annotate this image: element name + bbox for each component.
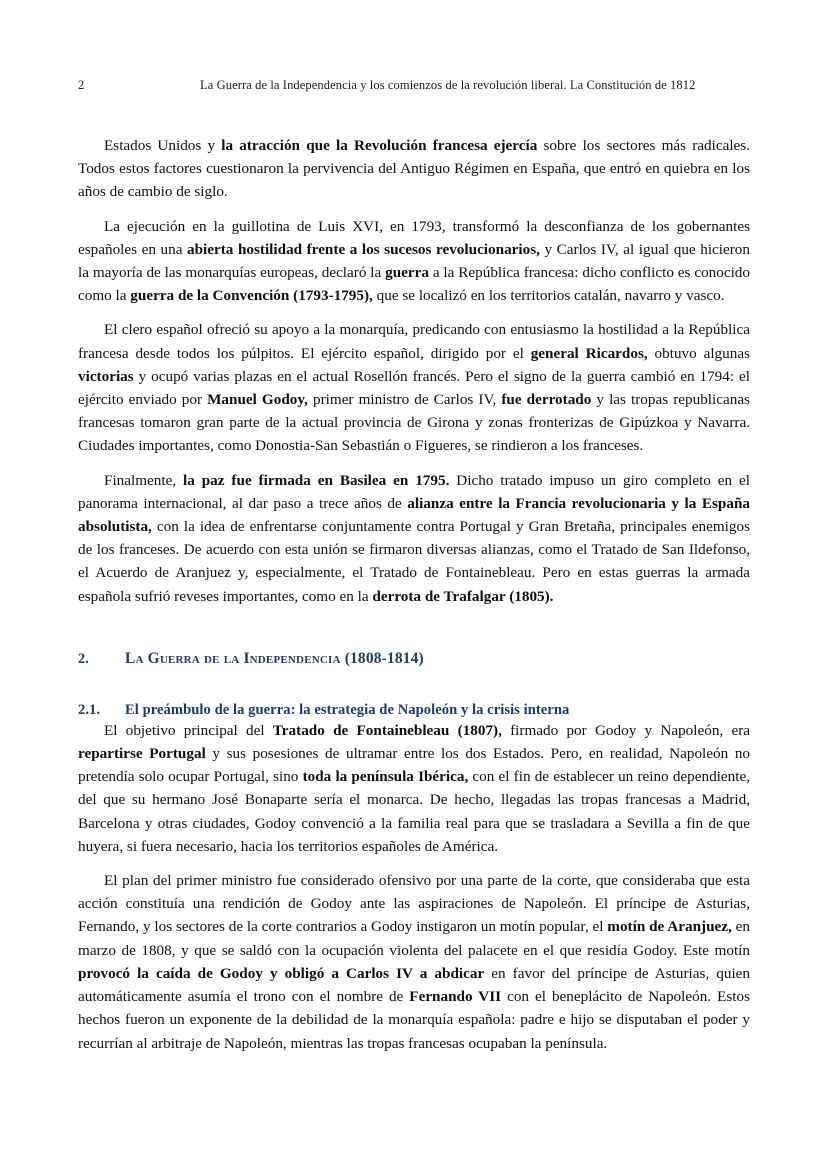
p1-text-1: Estados Unidos y [104,137,222,154]
p2-text-2: y Carlos IV, al igual que hicieron la mayoría de las monarquías europeas, declaró la [78,240,750,282]
p6-text-3: en favor del príncipe de Asturias, quien automáticamente asumía el trono con el nombre de [78,964,750,1006]
section-1-heading-wrapper [78,650,750,668]
p3-bold-3: Manuel Godoy, [207,391,308,409]
paragraph-4 [78,469,750,608]
p4-bold-2: alianza entre la Francia revolucionaria y la España absolutista, [78,494,750,536]
p3-text-5: y las tropas republicanas francesas tomaron gran parte de la actual provincia de Girona y zonas fronterizas de Gipúzkoa y Navarra. Ciudades importantes, como Donostia-San Sebastián o Figueres, se rindieron a los franceses. [78,391,750,455]
p6-text-4: con el beneplácito de Napoleón. Estos hechos fueron un exponente de la debilidad de la monarquía española: padre e hijo se disputaban el poder y recurrían al arbitraje de Napoleón, mientras las tropas francesas ocupaban la península. [78,988,750,1052]
p5-text-1: El objetivo principal del [104,721,273,739]
heading-section-2-1-number: 2.1. [78,701,101,718]
paragraph-3 [78,318,750,457]
body-content [78,134,750,1055]
p1-text-2: sobre los sectores más radicales. Todos estos factores cuestionaron la pervivencia del Antiguo Régimen en España, que entró en quiebra en los años de cambio de siglo. [78,137,751,201]
p2-text-3: a la República francesa: dicho conflicto es conocido como la [78,264,750,305]
paragraph-6 [78,869,750,1055]
p5-text-3: y sus posesiones de ultramar entre los dos Estados. Pero, en realidad, Napoleón no pretendía solo ocupar Portugal, sino [78,745,751,786]
p6-bold-1: motín de Aranjuez, [607,918,732,936]
p2-bold-3: guerra de la Convención (1793-1795), [130,287,373,305]
paragraph-5 [78,719,750,858]
running-title: La Guerra de la Independencia y los comienzos de la revolución liberal. La Constitución de 1812 [200,78,696,92]
p4-bold-1: la paz fue firmada en Basilea en 1795. [183,471,450,489]
paragraph-2 [78,215,750,308]
heading-section-2-label: La Guerra de la Independencia (1808-1814) [125,649,424,667]
p2-bold-1: abierta hostilidad frente a los sucesos revolucionarios, [187,240,540,258]
p3-text-4: primer ministro de Carlos IV, [307,391,502,409]
heading-section-2-1-label: El preámbulo de la guerra: la estrategia de Napoleón y la crisis interna [125,701,570,718]
p4-bold-3: derrota de Trafalgar (1805). [372,587,554,605]
p3-text-3: y ocupó varias plazas en el actual Rosellón francés. Pero el signo de la guerra cambió en 1794: el ejército enviado por [78,367,750,409]
paragraph-1 [78,134,750,204]
heading-section-2-number: 2. [78,650,89,667]
p2-text-1: La ejecución en la guillotina de Luis XVI, en 1793, transformó la desconfianza de los gobernantes españoles en una [78,217,750,258]
p3-text-2: obtuvo algunas [647,344,750,362]
p2-text-4: que se localizó en los territorios catalán, navarro y vasco. [372,287,725,305]
p3-bold-2: victorias [78,367,134,385]
p5-bold-2: repartirse Portugal [78,745,206,763]
p5-bold-1: Tratado de Fontainebleau (1807), [272,721,502,739]
running-header [78,78,750,96]
p2-bold-2: guerra [385,264,429,282]
page-number: 2 [78,78,85,92]
p5-bold-3: toda la península Ibérica, [302,768,469,786]
p4-text-3: con la idea de enfrentarse conjuntamente contra Portugal y Gran Bretaña, principales enemigos de los franceses. De acuerdo con esta unión se firmaron diversas alianzas, como el Tratado de San Ildefonso, el Acuerdo de Aranjuez y, especialmente, el Tratado de Fontainebleau. Pero en estas guerras la armada española sufrió reveses importantes, como en la [78,518,750,605]
p1-bold-1: la atracción que la Revolución francesa ejercía [221,137,538,154]
p4-text-1: Finalmente, [104,471,184,489]
heading-section-2-1 [78,702,750,719]
p3-bold-1: general Ricardos, [530,344,648,362]
p3-text-1: El clero español ofreció su apoyo a la monarquía, predicando con entusiasmo la hostilidad a la República francesa desde todos los púlpitos. El ejército español, dirigido por el [78,321,750,362]
p4-text-2: Dicho tratado impuso un giro completo en el panorama internacional, al dar paso a trece años de [78,471,750,512]
p6-text-2: en marzo de 1808, y que se saldó con la ocupación violenta del palacete en el que residía Godoy. Este motín [78,918,750,959]
p5-text-4: con el fin de establecer un reino dependiente, del que su hermano José Bonaparte sería el monarca. De hecho, llegadas las tropas francesas a Madrid, Barcelona y otras ciudades, Godoy convenció a la familia real para que se trasladara a Sevilla a fin de que huyera, si fuera necesario, hacia los territorios españoles de América. [78,768,750,855]
p6-bold-2: provocó la caída de Godoy y obligó a Carlos IV a abdicar [78,964,485,982]
p3-bold-4: fue derrotado [501,391,592,409]
section-2-heading-wrapper [78,702,750,719]
p5-text-2: firmado por Godoy y Napoleón, era [501,721,750,739]
heading-section-2 [78,650,750,668]
p6-bold-3: Fernando VII [409,988,502,1006]
p6-text-1: El plan del primer ministro fue considerado ofensivo por una parte de la corte, que consideraba que esta acción constituía una rendición de Godoy ante las aspiraciones de Napoleón. El príncipe de Asturias, Fernando, y los sectores de la corte contrarios a Godoy instigaron un motín popular, el [78,872,750,936]
